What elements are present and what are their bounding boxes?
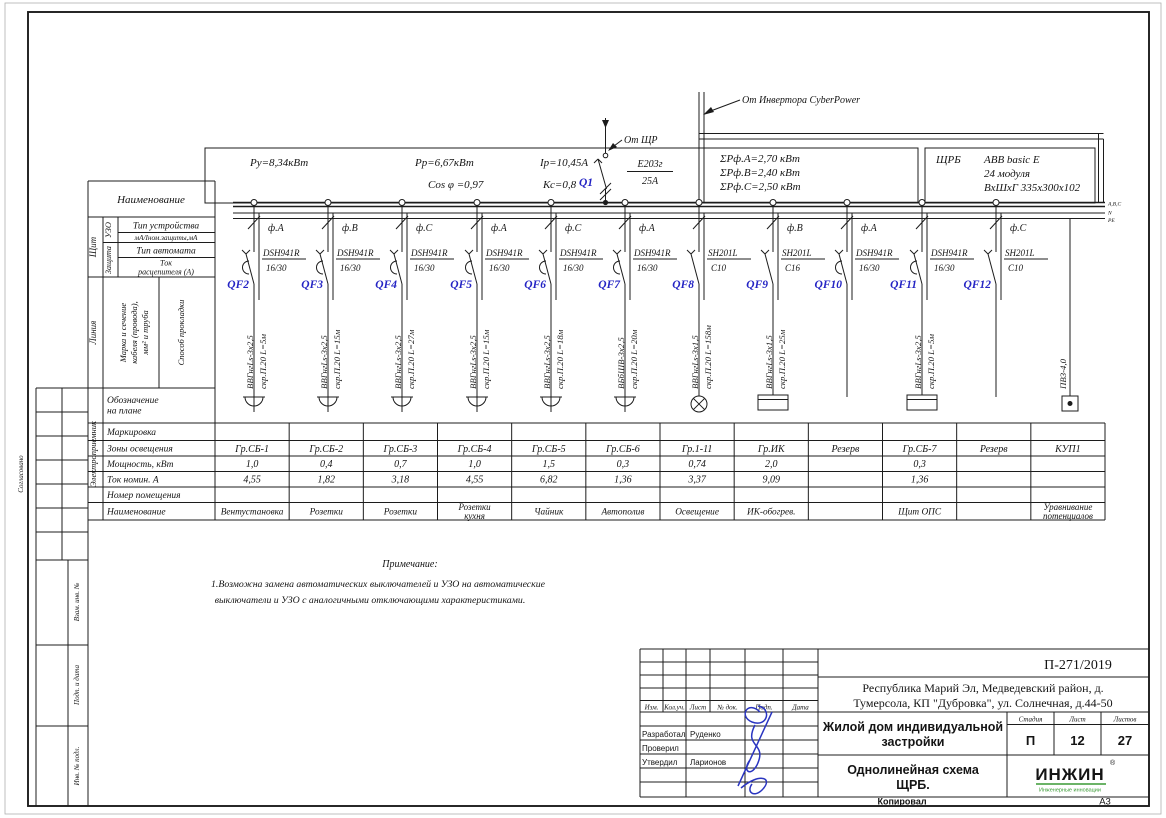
breaker-id: QF9 (746, 279, 768, 291)
breaker-rating: C10 (711, 263, 727, 273)
cell-power: 0,3 (616, 459, 630, 470)
feeder-arrow-icon (602, 120, 609, 128)
cell-power: 1,5 (542, 459, 556, 470)
note-title: Примечание: (382, 559, 438, 570)
tb-kopiroval: Копировал (877, 796, 927, 807)
cell-current: 1,36 (614, 474, 632, 486)
breaker-id: QF8 (672, 279, 694, 291)
circuit-QF11 (890, 200, 974, 411)
tb-address-2: Тумерсола, КП "Дубровка", ул. Солнечная, д.44-50 (853, 696, 1113, 710)
circuit-QF10 (815, 200, 899, 398)
cell-power: 1,0 (245, 459, 259, 470)
cell-name: Розетки (383, 507, 418, 518)
cell-name: Чайник (534, 507, 564, 518)
cell-zone: Гр.СБ-5 (531, 444, 566, 455)
bus-tap-icon (474, 200, 480, 206)
label-tip-ustroystva: Тип устройства (132, 221, 200, 232)
breaker-type: DSH941R (634, 248, 671, 258)
phase-label: ф.В (787, 223, 803, 234)
label-from-inverter: От Инвертора CyberPower (742, 95, 861, 106)
breaker-id: QF2 (227, 279, 249, 291)
bus-tap-icon (919, 200, 925, 206)
logo-subtitle: Инженерные инновации (1039, 787, 1101, 794)
cell-zone: Гр.СБ-4 (457, 444, 492, 455)
tb-col-list: Лист (689, 703, 707, 712)
label-tok-2: расцепителя (А) (138, 267, 194, 277)
margin-label-soglasovano: Согласовано (17, 455, 25, 493)
margin-label-vzam-inv: Взам. инв. № (73, 582, 81, 622)
tb-col-podp: Подп. (755, 703, 773, 712)
note-line-1: 1.Возможна замена автоматических выключателей и УЗО на автоматические (211, 579, 545, 590)
kup1-cable: ПВ3-4,0 (1058, 358, 1068, 389)
title-block (640, 649, 1149, 808)
cell-zone: Гр.ИК (757, 444, 785, 455)
tb-sheets-value: 27 (1117, 733, 1133, 748)
cell-current: 3,37 (688, 474, 706, 486)
breaker-rating: 16/30 (934, 263, 955, 273)
group-elektropriemnik: Электроприемник (88, 421, 98, 487)
cell-zone: Резерв (979, 444, 1008, 455)
q1-type: E203г (637, 159, 663, 170)
circuit-QF12 (964, 200, 1048, 398)
circuit-QF8 (672, 200, 751, 413)
label-marka-2: кабеля (провода), (129, 301, 139, 364)
circuits-layer (227, 200, 1048, 413)
breaker-rating: 16/30 (489, 263, 510, 273)
tb-col-data: Дата (792, 703, 809, 712)
label-from-shr: От ЩР (624, 135, 658, 146)
breaker-type: DSH941R (263, 248, 300, 258)
group-shchit: Щит (88, 236, 98, 258)
tb-utverdil: Утвердил (642, 758, 678, 767)
group-liniya: Линия (88, 320, 98, 345)
group-zashchita: Защита (104, 246, 113, 274)
value-cos: Cos φ =0,97 (428, 179, 484, 191)
cell-current: 4,55 (465, 474, 484, 486)
tb-proveril: Проверил (642, 744, 679, 753)
notes (211, 559, 546, 606)
phase-label: ф.С (565, 223, 582, 234)
cell-current: 4,55 (243, 474, 261, 486)
bus-tap-icon (993, 200, 999, 206)
heater-symbol-icon (758, 395, 788, 410)
value-kc: Кс=0,8 (543, 179, 577, 191)
breaker-id: QF10 (814, 279, 842, 291)
margin-label-podp-data: Подп. и дата (73, 665, 81, 705)
circuit-QF9 (746, 200, 825, 411)
bus-tap-icon (325, 200, 331, 206)
cable-laying: скр.П.20 L=15м (481, 329, 491, 389)
value-sum-phase-c: ΣРф.С=2,50 кВт (720, 181, 801, 193)
breaker-type: DSH941R (486, 248, 523, 258)
tb-object-1: Жилой дом индивидуальной (822, 720, 1004, 734)
breaker-type: DSH941R (337, 248, 374, 258)
cable-mark: ВВГнгLs-3х2,5 (319, 335, 329, 389)
label-marka-3: мм² и труба (140, 310, 150, 355)
phase-label: ф.А (861, 223, 877, 234)
breaker-rating: 16/30 (563, 263, 584, 273)
cable-mark: ВВГнгLs-3х2,5 (245, 335, 255, 389)
cell-name: Розетки (309, 507, 343, 518)
label-naimenovanie-2: Наименование (107, 507, 166, 518)
cell-name: Автополив (601, 507, 645, 518)
tb-format: А3 (1099, 796, 1111, 808)
tb-stage-label: Стадия (1018, 715, 1043, 724)
cable-laying: скр.П.20 L=15м (332, 329, 342, 389)
tb-sheet-title-1: Однолинейная схема (847, 763, 979, 777)
circuit-QF4 (375, 200, 454, 413)
breaker-rating: C16 (785, 263, 801, 273)
phase-label: ф.А (639, 223, 655, 234)
cable-laying: скр.П.20 L=20м (629, 329, 639, 389)
bus-tap-icon (622, 200, 628, 206)
breaker-rating: 16/30 (266, 263, 287, 273)
cable-mark: ВВГнгLs-3х1,5 (764, 335, 774, 389)
label-sposob-prokladki: Способ прокладки (176, 299, 186, 366)
breaker-id: QF6 (524, 279, 546, 291)
cable-mark: ВВГнгLs-3х1,5 (690, 335, 700, 389)
cable-laying: скр.П.20 L=5м (258, 333, 268, 389)
tb-col-izm: Изм. (644, 703, 659, 712)
header-texts (249, 153, 1081, 194)
tb-col-ndok: № док. (717, 703, 738, 712)
cable-mark: ВВГнгLs-3х2,5 (393, 335, 403, 389)
bus-tap-icon (844, 200, 850, 206)
cell-name: кухня (464, 511, 485, 521)
value-sum-phase-a: ΣРф.А=2,70 кВт (720, 153, 800, 165)
margin-label-inv-podl: Инв. № подл. (73, 746, 81, 786)
cable-laying: скр.П.20 L=25м (777, 329, 787, 389)
cell-zone: Гр.СБ-2 (309, 444, 344, 455)
circuit-QF7 (598, 200, 677, 413)
tb-razrabotal-name: Руденко (690, 730, 721, 739)
value-sum-phase-b: ΣРф.В=2,40 кВт (720, 167, 800, 179)
breaker-id: QF12 (963, 279, 991, 291)
circuit-QF6 (524, 200, 603, 413)
bus-label-abc: А,В,С (1108, 201, 1122, 208)
cell-power: 0,74 (688, 459, 706, 470)
breaker-rating: C10 (1008, 263, 1024, 273)
cable-mark: ВВГнгLs-3х2,5 (542, 335, 552, 389)
circuit-QF2 (227, 200, 306, 413)
value-py: Ру=8,34кВт (250, 157, 309, 169)
label-oboznachenie-1: Обозначение (107, 396, 159, 406)
group-uzo: УЗО (103, 221, 113, 239)
bus-tap-icon (770, 200, 776, 206)
breaker-type: SH201L (708, 248, 738, 258)
breaker-rating: 16/30 (859, 263, 880, 273)
cell-zone: Гр.СБ-3 (383, 444, 418, 455)
table-column-1 (221, 444, 284, 518)
panel-name: ЩРБ (936, 154, 961, 166)
logo-text: ИНЖИН (1035, 765, 1105, 784)
bus-label-pe: РЕ (1108, 218, 1115, 224)
inzhin-logo (1035, 759, 1116, 794)
breaker-id: QF7 (598, 279, 620, 291)
breaker-rating: 16/30 (340, 263, 361, 273)
label-tok-nominal: Ток номин. А (107, 475, 159, 486)
cell-name: потенциалов (1042, 511, 1093, 521)
value-ip: Iр=10,45А (540, 157, 589, 169)
cable-laying: скр.П.20 L=27м (406, 329, 416, 389)
cable-laying: скр.П.20 L=158м (703, 325, 713, 389)
cell-current: 1,36 (910, 474, 929, 486)
phase-label: ф.В (342, 223, 358, 234)
bus-label-n: N (1108, 210, 1112, 217)
cell-power: 2,0 (765, 459, 778, 470)
tb-col-kol: Кол.уч. (664, 703, 685, 712)
heater-symbol-icon (907, 395, 937, 410)
label-marka-1: Марка и сечение (118, 302, 128, 363)
breaker-type: DSH941R (856, 248, 893, 258)
breaker-id: QF11 (890, 279, 917, 291)
circuit-QF5 (450, 200, 529, 413)
breaker-type: DSH941R (931, 248, 968, 258)
kup1-line (1058, 219, 1078, 412)
breaker-id: QF3 (301, 279, 323, 291)
cell-current: 3,18 (391, 474, 410, 486)
bus-tap-icon (548, 200, 554, 206)
q1-rating: 25А (641, 176, 659, 187)
tb-object-2: застройки (881, 735, 945, 749)
cell-name: Розетки (458, 502, 491, 512)
logo-registered-icon: ® (1110, 760, 1116, 767)
panel-model: АВВ basic E (984, 154, 1040, 166)
tb-utverdil-name: Ларионов (690, 758, 727, 767)
cell-name: Освещение (675, 507, 719, 518)
breaker-type: SH201L (782, 248, 812, 258)
cell-zone: Гр.СБ-7 (902, 444, 937, 455)
cable-laying: скр.П.20 L=18м (555, 329, 565, 389)
cell-zone: Гр.СБ-1 (235, 444, 269, 455)
cell-power: 1,0 (468, 459, 481, 470)
label-tip-avtomata: Тип автомата (136, 246, 196, 257)
cell-zone: Резерв (831, 444, 860, 455)
tb-address-1: Республика Марий Эл, Медведевский район, д. (862, 681, 1104, 695)
label-naimenovanie: Наименование (117, 194, 185, 206)
label-oboznachenie-2: на плане (107, 406, 142, 417)
signature-scribble (738, 703, 773, 794)
cell-name: Щит ОПС (898, 507, 942, 518)
label-ma-zashchity: мА/Iном.защиты,мА (134, 234, 198, 242)
cell-zone: Гр.СБ-6 (606, 444, 640, 455)
breaker-type: SH201L (1005, 248, 1035, 258)
label-zony-osveshcheniya: Зоны освещения (107, 444, 173, 455)
tb-sheet-value: 12 (1070, 733, 1085, 748)
tb-sheet-title-2: ЩРБ. (896, 778, 930, 792)
breaker-type: DSH941R (411, 248, 448, 258)
cell-name: Уравнивание (1043, 502, 1093, 512)
cable-mark: ВВГнгLs-3х2,5 (913, 335, 923, 389)
cable-laying: скр.П.20 L=5м (926, 333, 936, 389)
note-line-2: выключатели и УЗО с аналогичными отключающими характеристиками. (214, 595, 526, 606)
circuit-QF3 (301, 200, 380, 413)
busbars (233, 202, 1121, 225)
phase-label: ф.А (268, 223, 284, 234)
breaker-id: QF4 (375, 279, 397, 291)
cell-current: 9,09 (762, 474, 781, 486)
cable-mark: ВВГнгLs-3х2,5 (468, 335, 478, 389)
tb-doc-number: П-271/2019 (1044, 658, 1112, 673)
q1-label: Q1 (578, 177, 593, 189)
breaker-rating: 16/30 (414, 263, 435, 273)
label-tok-1: Ток (160, 258, 172, 268)
cell-power: 0,7 (394, 459, 407, 470)
cell-zone: Гр.1-11 (681, 444, 713, 455)
bus-tap-icon (696, 200, 702, 206)
label-nomer-pomeshcheniya: Номер помещения (107, 491, 181, 501)
label-markirovka: Маркировка (107, 428, 157, 438)
cell-name: ИК-обогрев. (747, 507, 796, 518)
phase-label: ф.А (491, 223, 507, 234)
bus-tap-icon (399, 200, 405, 206)
cell-power: 0,3 (913, 459, 926, 470)
panel-modules: 24 модуля (984, 168, 1031, 180)
cable-mark: ВБбШВ-3х2,5 (616, 337, 626, 389)
cell-current: 1,82 (317, 474, 336, 486)
breaker-id: QF5 (450, 279, 472, 291)
breaker-rating: 16/30 (637, 263, 658, 273)
tb-sheets-label: Листов (1113, 715, 1137, 724)
cell-power: 0,4 (320, 459, 333, 470)
label-moshchnost: Мощность, кВт (107, 460, 174, 470)
cell-name: Вентустановка (220, 507, 284, 518)
incomer-q1 (579, 118, 673, 205)
phase-label: ф.С (1010, 223, 1027, 234)
panel-size: ВхШхГ 335х300х102 (984, 182, 1081, 194)
breaker-type: DSH941R (560, 248, 597, 258)
tb-stage-value: П (1025, 733, 1036, 748)
bus-tap-icon (251, 200, 257, 206)
phase-label: ф.С (416, 223, 433, 234)
tb-razrabotal: Разработал (642, 730, 686, 739)
tb-sheet-label: Лист (1069, 715, 1086, 724)
value-pp: Рр=6,67кВт (415, 157, 474, 169)
cell-zone: КУП1 (1055, 444, 1081, 455)
cell-current: 6,82 (540, 474, 558, 486)
row-label-column (88, 181, 1105, 520)
